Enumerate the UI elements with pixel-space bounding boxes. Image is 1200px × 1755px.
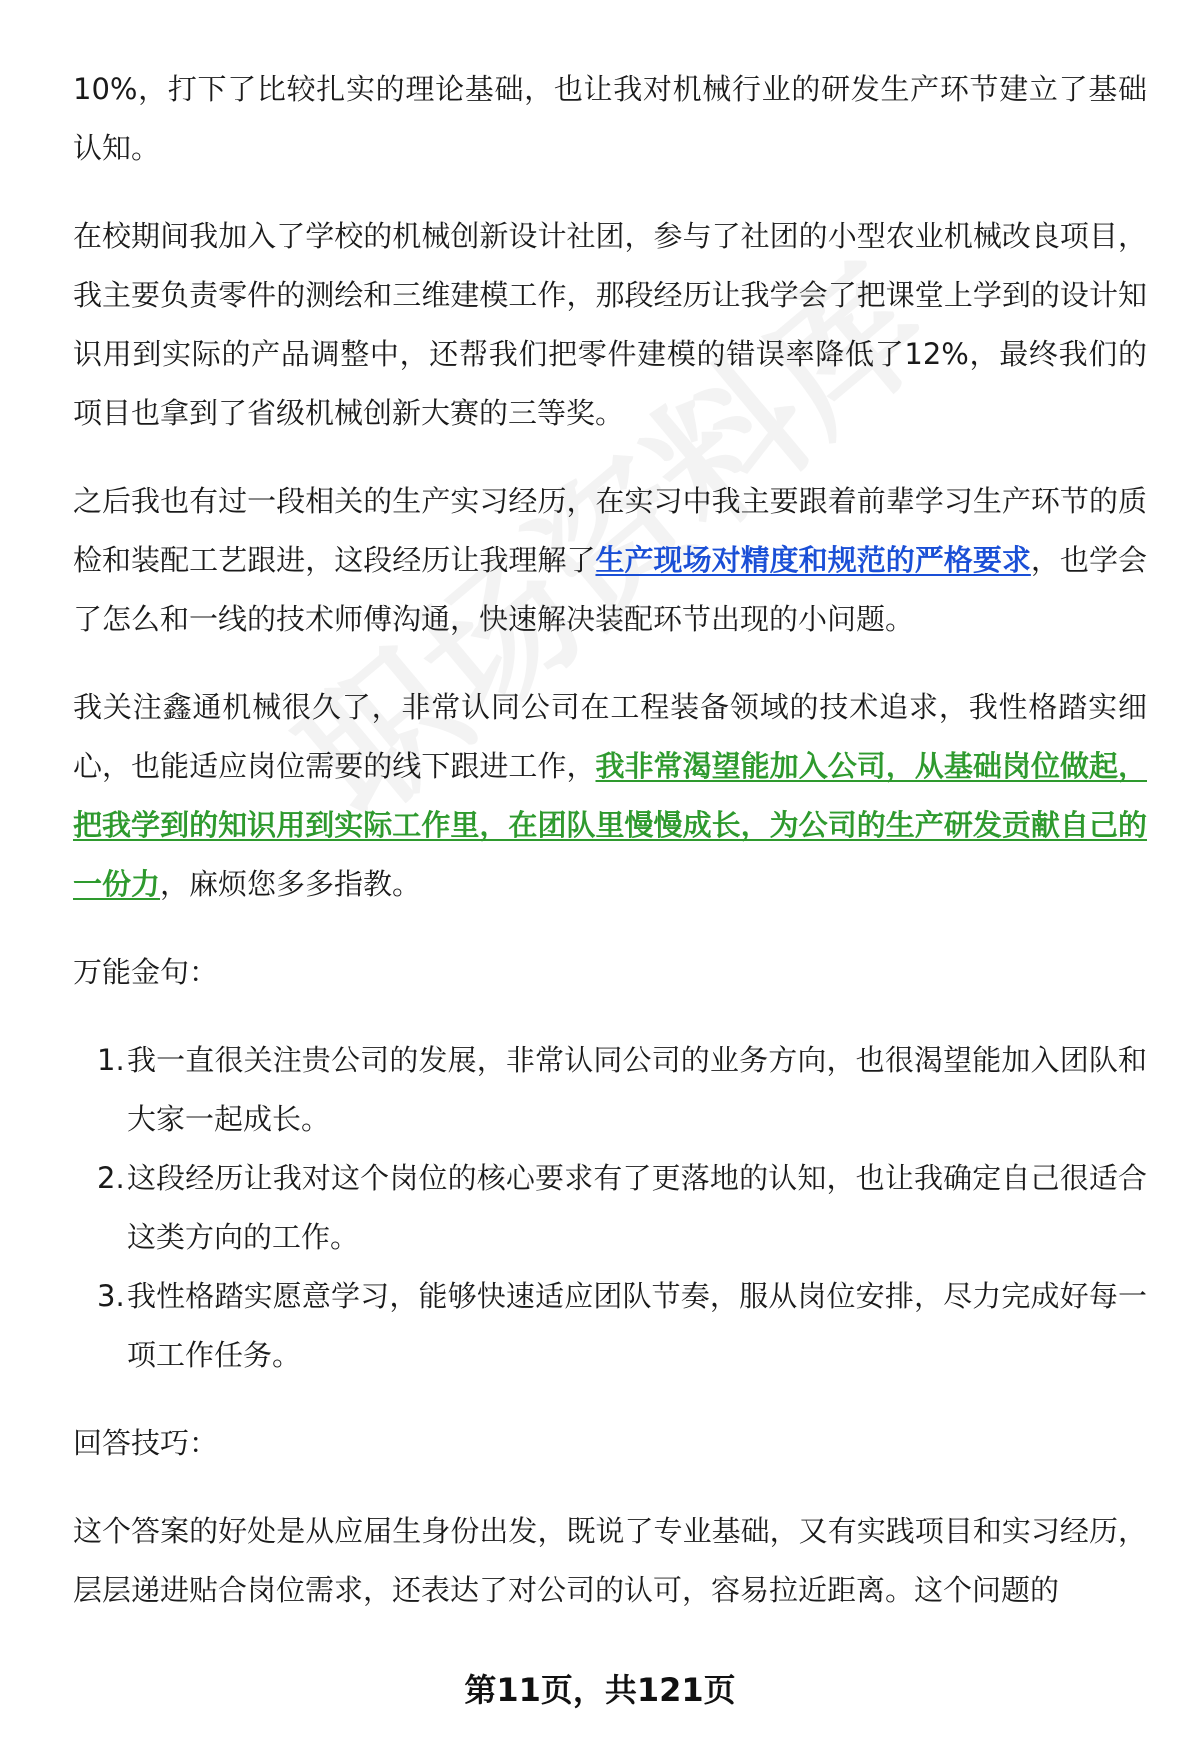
paragraph-4 xyxy=(73,678,1147,914)
golden-sentences-list xyxy=(73,1031,1147,1385)
paragraph-2: 在校期间我加入了学校的机械创新设计社团，参与了社团的小型农业机械改良项目，我主要负责零件的测绘和三维建模工作，那段经历让我学会了把课堂上学到的设计知识用到实际的产品调整中，还帮我们把零件建模的错误率降低了12%，最终我们的项目也拿到了省级机械创新大赛的三等奖。 xyxy=(73,219,1147,430)
tips-paragraph: 这个答案的好处是从应届生身份出发，既说了专业基础，又有实践项目和实习经历，层层递进贴合岗位需求，还表达了对公司的认可，容易拉近距离。这个问题的 xyxy=(73,1514,1147,1607)
list-item-text: 这段经历让我对这个岗位的核心要求有了更落地的认知，也让我确定自己很适合这类方向的工作。 xyxy=(127,1161,1147,1254)
list-item xyxy=(73,1031,1147,1149)
golden-sentences-heading: 万能金句： xyxy=(73,955,219,989)
paragraph-4-text-before: 我关注鑫通机械很久了，非常认同公司在工程装备领域的技术追求，我性格踏实细心，也能适应岗位需要的线下跟进工作， xyxy=(73,690,1147,783)
highlight-precision-requirements: 生产现场对精度和规范的严格要求 xyxy=(595,543,1031,577)
paragraph-1: 10%，打下了比较扎实的理论基础，也让我对机械行业的研发生产环节建立了基础认知。 xyxy=(73,72,1147,165)
paragraph-3-text-before: 之后我也有过一段相关的生产实习经历，在实习中我主要跟着前辈学习生产环节的质检和装配工艺跟进，这段经历让我理解了 xyxy=(73,484,1147,577)
tips-heading: 回答技巧： xyxy=(73,1426,219,1460)
paragraph-4-text-after: ，麻烦您多多指教。 xyxy=(160,867,422,901)
document-page xyxy=(73,60,1147,1649)
list-item-number: 2. xyxy=(97,1161,125,1195)
list-item-text: 我性格踏实愿意学习，能够快速适应团队节奏，服从岗位安排，尽力完成好每一项工作任务。 xyxy=(127,1279,1147,1372)
paragraph-3 xyxy=(73,472,1147,649)
list-item-text: 我一直很关注贵公司的发展，非常认同公司的业务方向，也很渴望能加入团队和大家一起成长。 xyxy=(127,1043,1147,1136)
list-item-number: 3. xyxy=(97,1279,125,1313)
list-item xyxy=(73,1267,1147,1385)
list-item-number: 1. xyxy=(97,1043,125,1077)
highlight-join-company: 我非常渴望能加入公司，从基础岗位做起，把我学到的知识用到实际工作里，在团队里慢慢成长，为公司的生产研发贡献自己的一份力 xyxy=(73,749,1147,901)
page-footer: 第11页，共121页 xyxy=(464,1671,736,1709)
list-item xyxy=(73,1149,1147,1267)
paragraph-3-text-after: ，也学会了怎么和一线的技术师傅沟通，快速解决装配环节出现的小问题。 xyxy=(73,543,1147,636)
